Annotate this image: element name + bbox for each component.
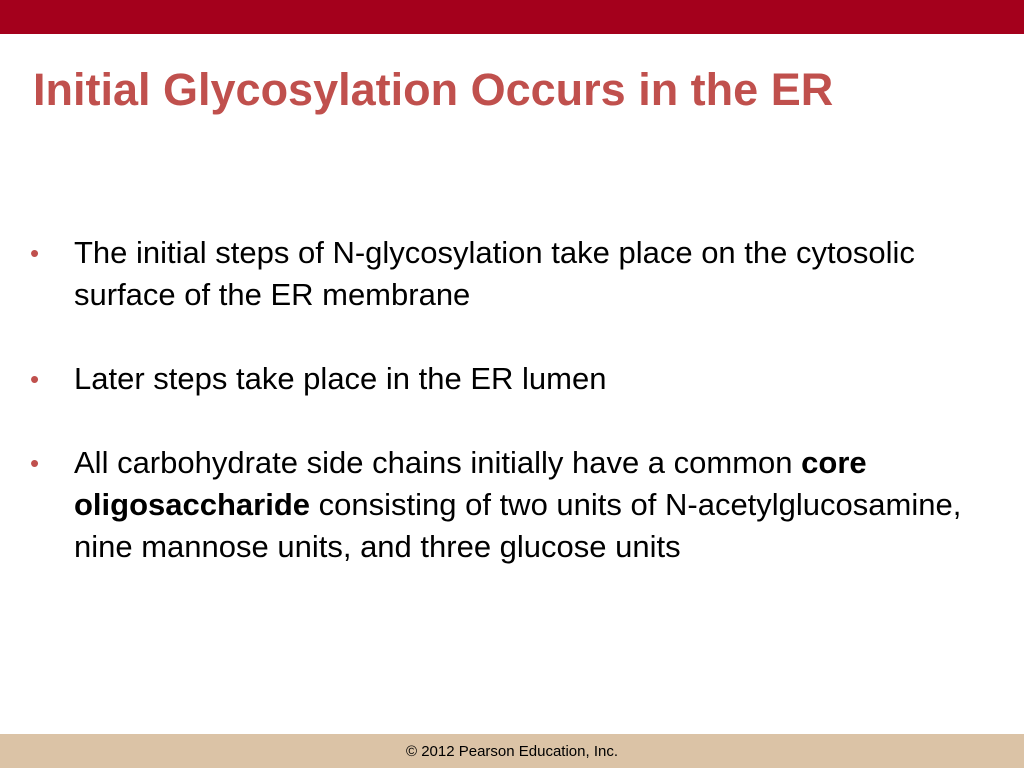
- bullet-item-3: [30, 442, 990, 568]
- bullet-text-2: Later steps take place in the ER lumen: [74, 361, 607, 396]
- bullet-text-3-rest: consisting of two units of N-acetylglucosamine, nine mannose units, and three glucose units: [74, 487, 962, 564]
- bullet-dot-icon: •: [30, 238, 40, 268]
- slide-title: Initial Glycosylation Occurs in the ER: [33, 64, 834, 115]
- bullet-text-3-lead: All carbohydrate side chains initially have a common: [74, 445, 802, 480]
- bullet-item-1: [30, 232, 990, 316]
- copyright-notice: © 2012 Pearson Education, Inc.: [405, 743, 619, 760]
- key-term-core-oligosaccharide: core oligosaccharide: [74, 445, 867, 522]
- bullet-list: [30, 232, 990, 568]
- bullet-text-1: The initial steps of N-glycosylation take place on the cytosolic surface of the ER membrane: [74, 235, 915, 312]
- bullet-dot-icon: •: [30, 448, 40, 478]
- top-accent-bar: [0, 0, 1024, 34]
- bullet-item-2: [30, 358, 990, 400]
- bullet-dot-icon: •: [30, 364, 40, 394]
- footer-bar: [0, 734, 1024, 768]
